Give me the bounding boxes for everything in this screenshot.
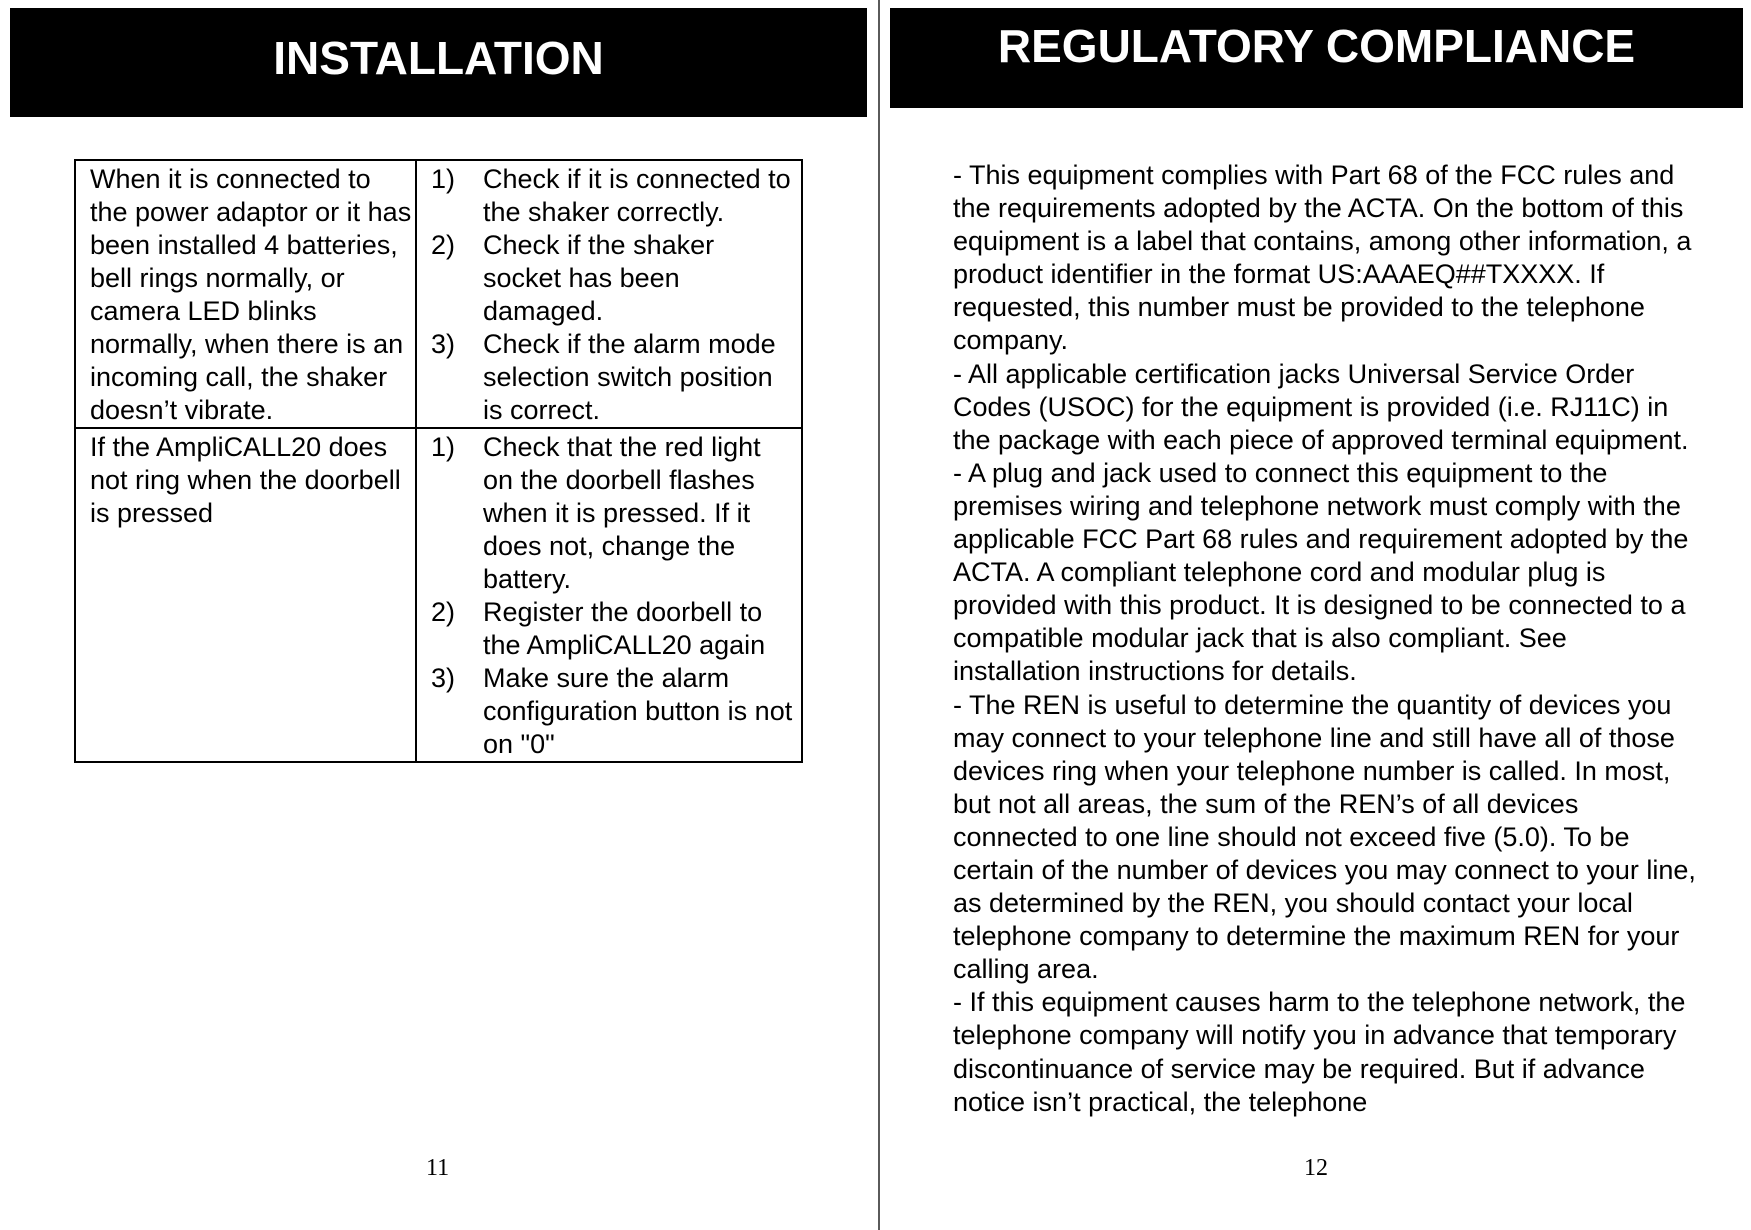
step-text: Check if the shaker socket has been damaged. bbox=[483, 230, 715, 326]
troubleshooting-table bbox=[74, 159, 803, 763]
table-row bbox=[75, 160, 802, 428]
step-text: Register the doorbell to the AmpliCALL20 again bbox=[483, 597, 766, 660]
condition-cell: If the AmpliCALL20 does not ring when the doorbell is pressed bbox=[75, 428, 416, 762]
page-number-right: 12 bbox=[1304, 1155, 1328, 1181]
step-text: Check if the alarm mode selection switch position is correct. bbox=[483, 329, 776, 425]
compliance-paragraph: - This equipment complies with Part 68 of the FCC rules and the requirements adopted by the ACTA. On the bottom of this equipment is a label that contains, among other information, a product identifier in the format US:AAAEQ##TXXXX. If requested, this number must be provided to the telephone company. bbox=[953, 160, 1692, 356]
step-item bbox=[431, 163, 793, 229]
page-number-left: 11 bbox=[426, 1155, 450, 1181]
step-number: 2) bbox=[431, 230, 456, 260]
compliance-text bbox=[953, 159, 1701, 1119]
regulatory-header bbox=[890, 8, 1743, 108]
step-text: Check if it is connected to the shaker correctly. bbox=[483, 164, 791, 227]
table-row bbox=[75, 428, 802, 762]
step-number: 1) bbox=[431, 432, 456, 462]
regulatory-title: REGULATORY COMPLIANCE bbox=[997, 20, 1636, 72]
step-item bbox=[431, 431, 793, 596]
steps-cell bbox=[416, 160, 802, 428]
compliance-paragraph: - All applicable certification jacks Universal Service Order Codes (USOC) for the equipment is provided (i.e. RJ11C) in the package with each piece of approved terminal equipment. bbox=[953, 358, 1689, 455]
step-text: Make sure the alarm configuration button is not on "0" bbox=[483, 663, 793, 759]
step-number: 2) bbox=[431, 597, 456, 627]
step-number: 1) bbox=[431, 164, 456, 194]
compliance-paragraph: - A plug and jack used to connect this equipment to the premises wiring and telephone network must comply with the applicable FCC Part 68 rules and requirement adopted by the ACTA. A compliant telephone cord and modular plug is provided with this product. It is designed to be connected to a compatible modular jack that is also compliant. See installation instructions for details. bbox=[953, 457, 1689, 687]
step-number: 3) bbox=[431, 663, 456, 693]
step-item bbox=[431, 662, 793, 761]
compliance-paragraph: - If this equipment causes harm to the telephone network, the telephone company will notify you in advance that temporary discontinuance of service may be required. But if advance notice isn’t practical, the telephone bbox=[953, 987, 1686, 1117]
condition-cell: When it is connected to the power adaptor or it has been installed 4 batteries, bell rings normally, or camera LED blinks normally, when there is an incoming call, the shaker doesn’t vibrate. bbox=[75, 160, 416, 428]
step-item bbox=[431, 328, 793, 427]
step-item bbox=[431, 229, 793, 328]
step-text: Check that the red light on the doorbell flashes when it is pressed. If it does not, change the battery. bbox=[483, 432, 761, 594]
step-item bbox=[431, 596, 793, 662]
installation-title: INSTALLATION bbox=[273, 32, 604, 84]
step-number: 3) bbox=[431, 329, 456, 359]
compliance-paragraph: - The REN is useful to determine the quantity of devices you may connect to your telephone line and still have all of those devices ring when your telephone number is called. In most, but not all areas, the sum of the REN’s of all devices connected to one line should not exceed five (5.0). To be certain of the number of devices you may connect to your line, as determined by the REN, you should contact your local telephone company to determine the maximum REN for your calling area. bbox=[953, 689, 1696, 985]
steps-cell bbox=[416, 428, 802, 762]
installation-header bbox=[10, 8, 867, 117]
page-divider bbox=[878, 0, 880, 1230]
